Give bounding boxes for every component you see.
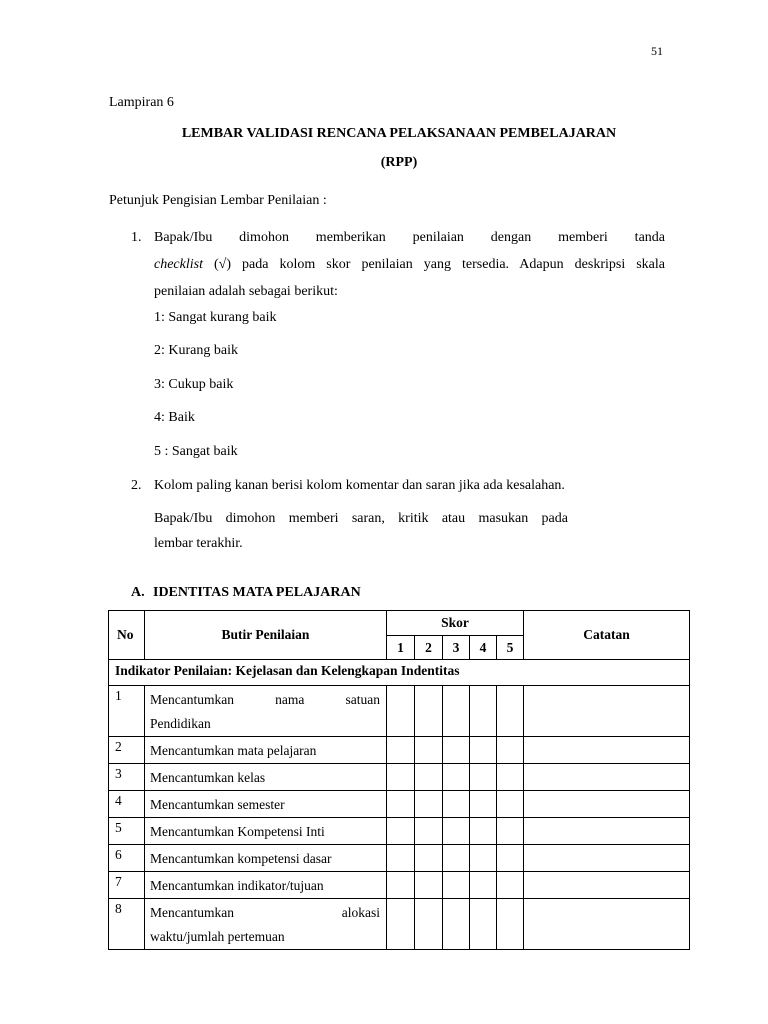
item2-number: 2. — [131, 478, 142, 493]
page-number: 51 — [651, 44, 663, 58]
item1-line3: penilaian adalah sebagai berikut: — [154, 284, 338, 299]
table-row — [109, 737, 690, 764]
row-text-line1: Mencantumkan nama satuan — [150, 692, 380, 707]
notes-cell[interactable] — [524, 791, 690, 818]
score-cell[interactable] — [387, 872, 415, 899]
scale-item: 5 : Sangat baik — [154, 444, 238, 459]
table-row — [109, 872, 690, 899]
row-text: Mencantumkan semester — [145, 791, 387, 818]
item1-line1: Bapak/Ibu dimohon memberikan penilaian dengan memberi tanda — [154, 230, 665, 245]
score-cell[interactable] — [443, 791, 470, 818]
score-cell[interactable] — [387, 845, 415, 872]
row-text-line1: Mencantumkan alokasi — [150, 905, 380, 920]
item2-line1: Kolom paling kanan berisi kolom komentar dan saran jika ada kesalahan. — [154, 478, 565, 493]
score-cell[interactable] — [443, 845, 470, 872]
item1-line2 — [154, 252, 665, 278]
appendix-label: Lampiran 6 — [109, 95, 174, 110]
item1-line2-rest: (√) pada kolom skor penilaian yang tersedia. Adapun deskripsi skala — [202, 257, 665, 272]
row-text-line2: Pendidikan — [150, 716, 211, 731]
score-cell[interactable] — [443, 899, 470, 950]
scale-item: 1: Sangat kurang baik — [154, 310, 277, 325]
notes-cell[interactable] — [524, 872, 690, 899]
item2-note-line1: Bapak/Ibu dimohon memberi saran, kritik atau masukan pada — [154, 511, 568, 526]
score-cell[interactable] — [470, 764, 497, 791]
score-cell[interactable] — [470, 818, 497, 845]
header-skor: Skor — [387, 611, 524, 636]
score-cell[interactable] — [470, 845, 497, 872]
score-cell[interactable] — [497, 899, 524, 950]
score-cell[interactable] — [387, 791, 415, 818]
table-row — [109, 791, 690, 818]
score-cell[interactable] — [415, 872, 443, 899]
row-number: 4 — [109, 791, 145, 818]
skor-level: 1 — [387, 636, 415, 660]
score-cell[interactable] — [470, 686, 497, 737]
notes-cell[interactable] — [524, 737, 690, 764]
item2-note-line2: lembar terakhir. — [154, 536, 243, 551]
header-catatan: Catatan — [524, 611, 690, 660]
notes-cell[interactable] — [524, 845, 690, 872]
row-text: Mencantumkan indikator/tujuan — [145, 872, 387, 899]
header-butir: Butir Penilaian — [145, 611, 387, 660]
header-no: No — [109, 611, 145, 660]
score-cell[interactable] — [470, 737, 497, 764]
skor-level: 5 — [497, 636, 524, 660]
score-cell[interactable] — [415, 818, 443, 845]
row-number: 7 — [109, 872, 145, 899]
instruction-heading: Petunjuk Pengisian Lembar Penilaian : — [109, 193, 327, 208]
score-cell[interactable] — [497, 818, 524, 845]
score-cell[interactable] — [497, 872, 524, 899]
table-row — [109, 686, 690, 737]
row-text: Mencantumkan Kompetensi Inti — [145, 818, 387, 845]
scale-item: 2: Kurang baik — [154, 343, 238, 358]
row-text: Mencantumkan kelas — [145, 764, 387, 791]
row-text: Mencantumkan mata pelajaran — [145, 737, 387, 764]
item1-number: 1. — [131, 230, 142, 245]
notes-cell[interactable] — [524, 686, 690, 737]
score-cell[interactable] — [387, 899, 415, 950]
score-cell[interactable] — [497, 686, 524, 737]
section-letter: A. — [131, 585, 145, 600]
score-cell[interactable] — [415, 686, 443, 737]
notes-cell[interactable] — [524, 764, 690, 791]
row-number: 2 — [109, 737, 145, 764]
score-cell[interactable] — [415, 791, 443, 818]
row-text — [145, 686, 387, 737]
checklist-term: checklist — [154, 257, 203, 272]
table-row — [109, 845, 690, 872]
notes-cell[interactable] — [524, 818, 690, 845]
table-row — [109, 764, 690, 791]
score-cell[interactable] — [497, 791, 524, 818]
score-cell[interactable] — [415, 845, 443, 872]
score-cell[interactable] — [443, 737, 470, 764]
indicator-row: Indikator Penilaian: Kejelasan dan Kelengkapan Indentitas — [109, 660, 690, 686]
score-cell[interactable] — [387, 764, 415, 791]
row-text-line2: waktu/jumlah pertemuan — [150, 929, 285, 944]
score-cell[interactable] — [443, 818, 470, 845]
score-cell[interactable] — [443, 872, 470, 899]
score-cell[interactable] — [443, 686, 470, 737]
row-number: 3 — [109, 764, 145, 791]
row-number: 1 — [109, 686, 145, 737]
notes-cell[interactable] — [524, 899, 690, 950]
score-cell[interactable] — [415, 899, 443, 950]
scale-item: 3: Cukup baik — [154, 377, 234, 392]
document-subtitle: (RPP) — [380, 155, 418, 170]
row-text: Mencantumkan kompetensi dasar — [145, 845, 387, 872]
score-cell[interactable] — [387, 737, 415, 764]
section-heading — [131, 585, 361, 601]
score-cell[interactable] — [387, 818, 415, 845]
validation-table — [108, 610, 690, 950]
document-title: LEMBAR VALIDASI RENCANA PELAKSANAAN PEMBELAJARAN — [181, 126, 617, 141]
row-number: 5 — [109, 818, 145, 845]
score-cell[interactable] — [497, 845, 524, 872]
score-cell[interactable] — [497, 764, 524, 791]
table-row — [109, 818, 690, 845]
score-cell[interactable] — [497, 737, 524, 764]
skor-level: 2 — [415, 636, 443, 660]
score-cell[interactable] — [470, 791, 497, 818]
score-cell[interactable] — [387, 686, 415, 737]
score-cell[interactable] — [415, 737, 443, 764]
score-cell[interactable] — [470, 899, 497, 950]
score-cell[interactable] — [443, 764, 470, 791]
scale-item: 4: Baik — [154, 410, 195, 425]
section-title: IDENTITAS MATA PELAJARAN — [153, 585, 361, 600]
skor-level: 3 — [443, 636, 470, 660]
score-cell[interactable] — [415, 764, 443, 791]
table-row — [109, 899, 690, 950]
skor-level: 4 — [470, 636, 497, 660]
row-number: 6 — [109, 845, 145, 872]
row-text — [145, 899, 387, 950]
score-cell[interactable] — [470, 872, 497, 899]
row-number: 8 — [109, 899, 145, 950]
